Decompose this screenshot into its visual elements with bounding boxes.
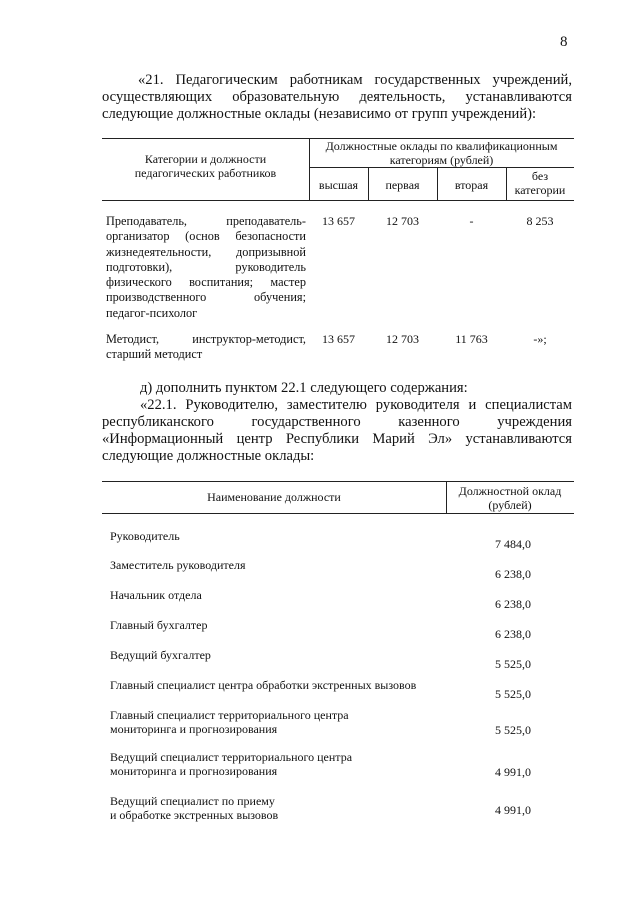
table2-salary: 5 525,0 [495,687,531,701]
table1-subheader-second: вторая [454,178,489,192]
table2-position: Главный бухгалтер [110,618,208,632]
table2-salary: 6 238,0 [495,627,531,641]
category-line: педагог-психолог [106,305,198,320]
header-text: Категории и должности [144,152,267,166]
category-line: Преподаватель, преподаватель- [106,214,306,228]
table1-cell-none: 8 253 [526,214,554,228]
paragraph-line: республиканского государственного казенного учреждения [102,414,572,430]
position-line: Ведущий специалист по приему [110,794,275,808]
intro-line: следующие должностные оклады (независимо от групп учреждений): [102,106,537,122]
position-line: мониторинга и прогнозирования [110,722,278,736]
position-line: мониторинга и прогнозирования [110,764,278,778]
table2-position: Начальник отдела [110,588,202,602]
table2-position [110,750,352,778]
header-text: без [531,169,549,183]
header-text: Должностной оклад [458,484,562,498]
table2-salary: 5 525,0 [495,657,531,671]
table2-top-border [102,481,574,482]
table2-salary: 5 525,0 [495,723,531,737]
table1-header-category [102,152,309,180]
intro-line: осуществляющих образовательную деятельность, устанавливаются [102,89,572,105]
table2-position: Руководитель [110,529,180,543]
table1-cell-first: 12 703 [386,332,419,346]
table2-position [110,794,278,822]
table1-cell-first: 12 703 [386,214,419,228]
header-text: Должностные оклады по квалификационным [325,139,558,153]
table1-header-bottom-border [102,200,574,201]
table2-salary: 6 238,0 [495,597,531,611]
table1-subheader-none [506,169,574,197]
category-line: жизнедеятельности, допризывной [106,244,306,259]
table1-subheader-first: первая [385,178,420,192]
item-d-line: д) дополнить пунктом 22.1 следующего содержания: [140,380,468,396]
table1-subheader-highest: высшая [318,178,359,192]
table1-header-salary [309,139,574,167]
table2-position [110,708,349,736]
table1-row-category [106,332,306,363]
table2-salary: 7 484,0 [495,537,531,551]
position-line: Главный специалист территориального центра [110,708,349,722]
paragraph-22-1 [102,397,572,465]
paragraph-line: «22.1. Руководителю, заместителю руководителя и специалистам [140,397,572,413]
table2-position: Главный специалист центра обработки экстренных вызовов [110,678,417,692]
table2-header-salary [446,484,574,512]
table1-cell-second: 11 763 [455,332,488,346]
position-line: и обработке экстренных вызовов [110,808,279,822]
category-line: организатор (основ безопасности [106,229,306,244]
category-line: Методист, инструктор-методист, [106,332,306,346]
table2-salary: 6 238,0 [495,567,531,581]
intro-paragraph [102,72,572,123]
paragraph-line: следующие должностные оклады: [102,448,315,464]
category-line: физического воспитания; мастер [106,275,306,290]
header-text: категории [514,183,566,197]
header-text: педагогических работников [134,166,277,180]
table2-header-position: Наименование должности [207,490,341,504]
table1-cell-none: -»; [533,332,547,346]
table2-header-bottom-border [102,513,574,514]
table2-position: Заместитель руководителя [110,558,246,572]
page-number: 8 [560,34,568,50]
table1-cell-highest: 13 657 [322,332,355,346]
header-text: категориям (рублей) [389,153,494,167]
table1-header-divider [309,167,574,168]
table2-position: Ведущий бухгалтер [110,648,211,662]
category-line: подготовки), руководитель [106,259,306,274]
category-line: производственного обучения; [106,290,306,305]
table1-cell-second: - [469,214,474,228]
table2-salary: 4 991,0 [495,765,531,779]
table1-cell-highest: 13 657 [322,214,355,228]
header-text: (рублей) [488,498,532,512]
table2-salary: 4 991,0 [495,803,531,817]
intro-line: «21. Педагогическим работникам государственных учреждений, [138,72,572,88]
table1-row-category [106,214,306,321]
paragraph-line: «Информационный центр Республики Марий Эл» устанавливаются [102,431,572,447]
position-line: Ведущий специалист территориального центра [110,750,353,764]
category-line: старший методист [106,347,203,362]
